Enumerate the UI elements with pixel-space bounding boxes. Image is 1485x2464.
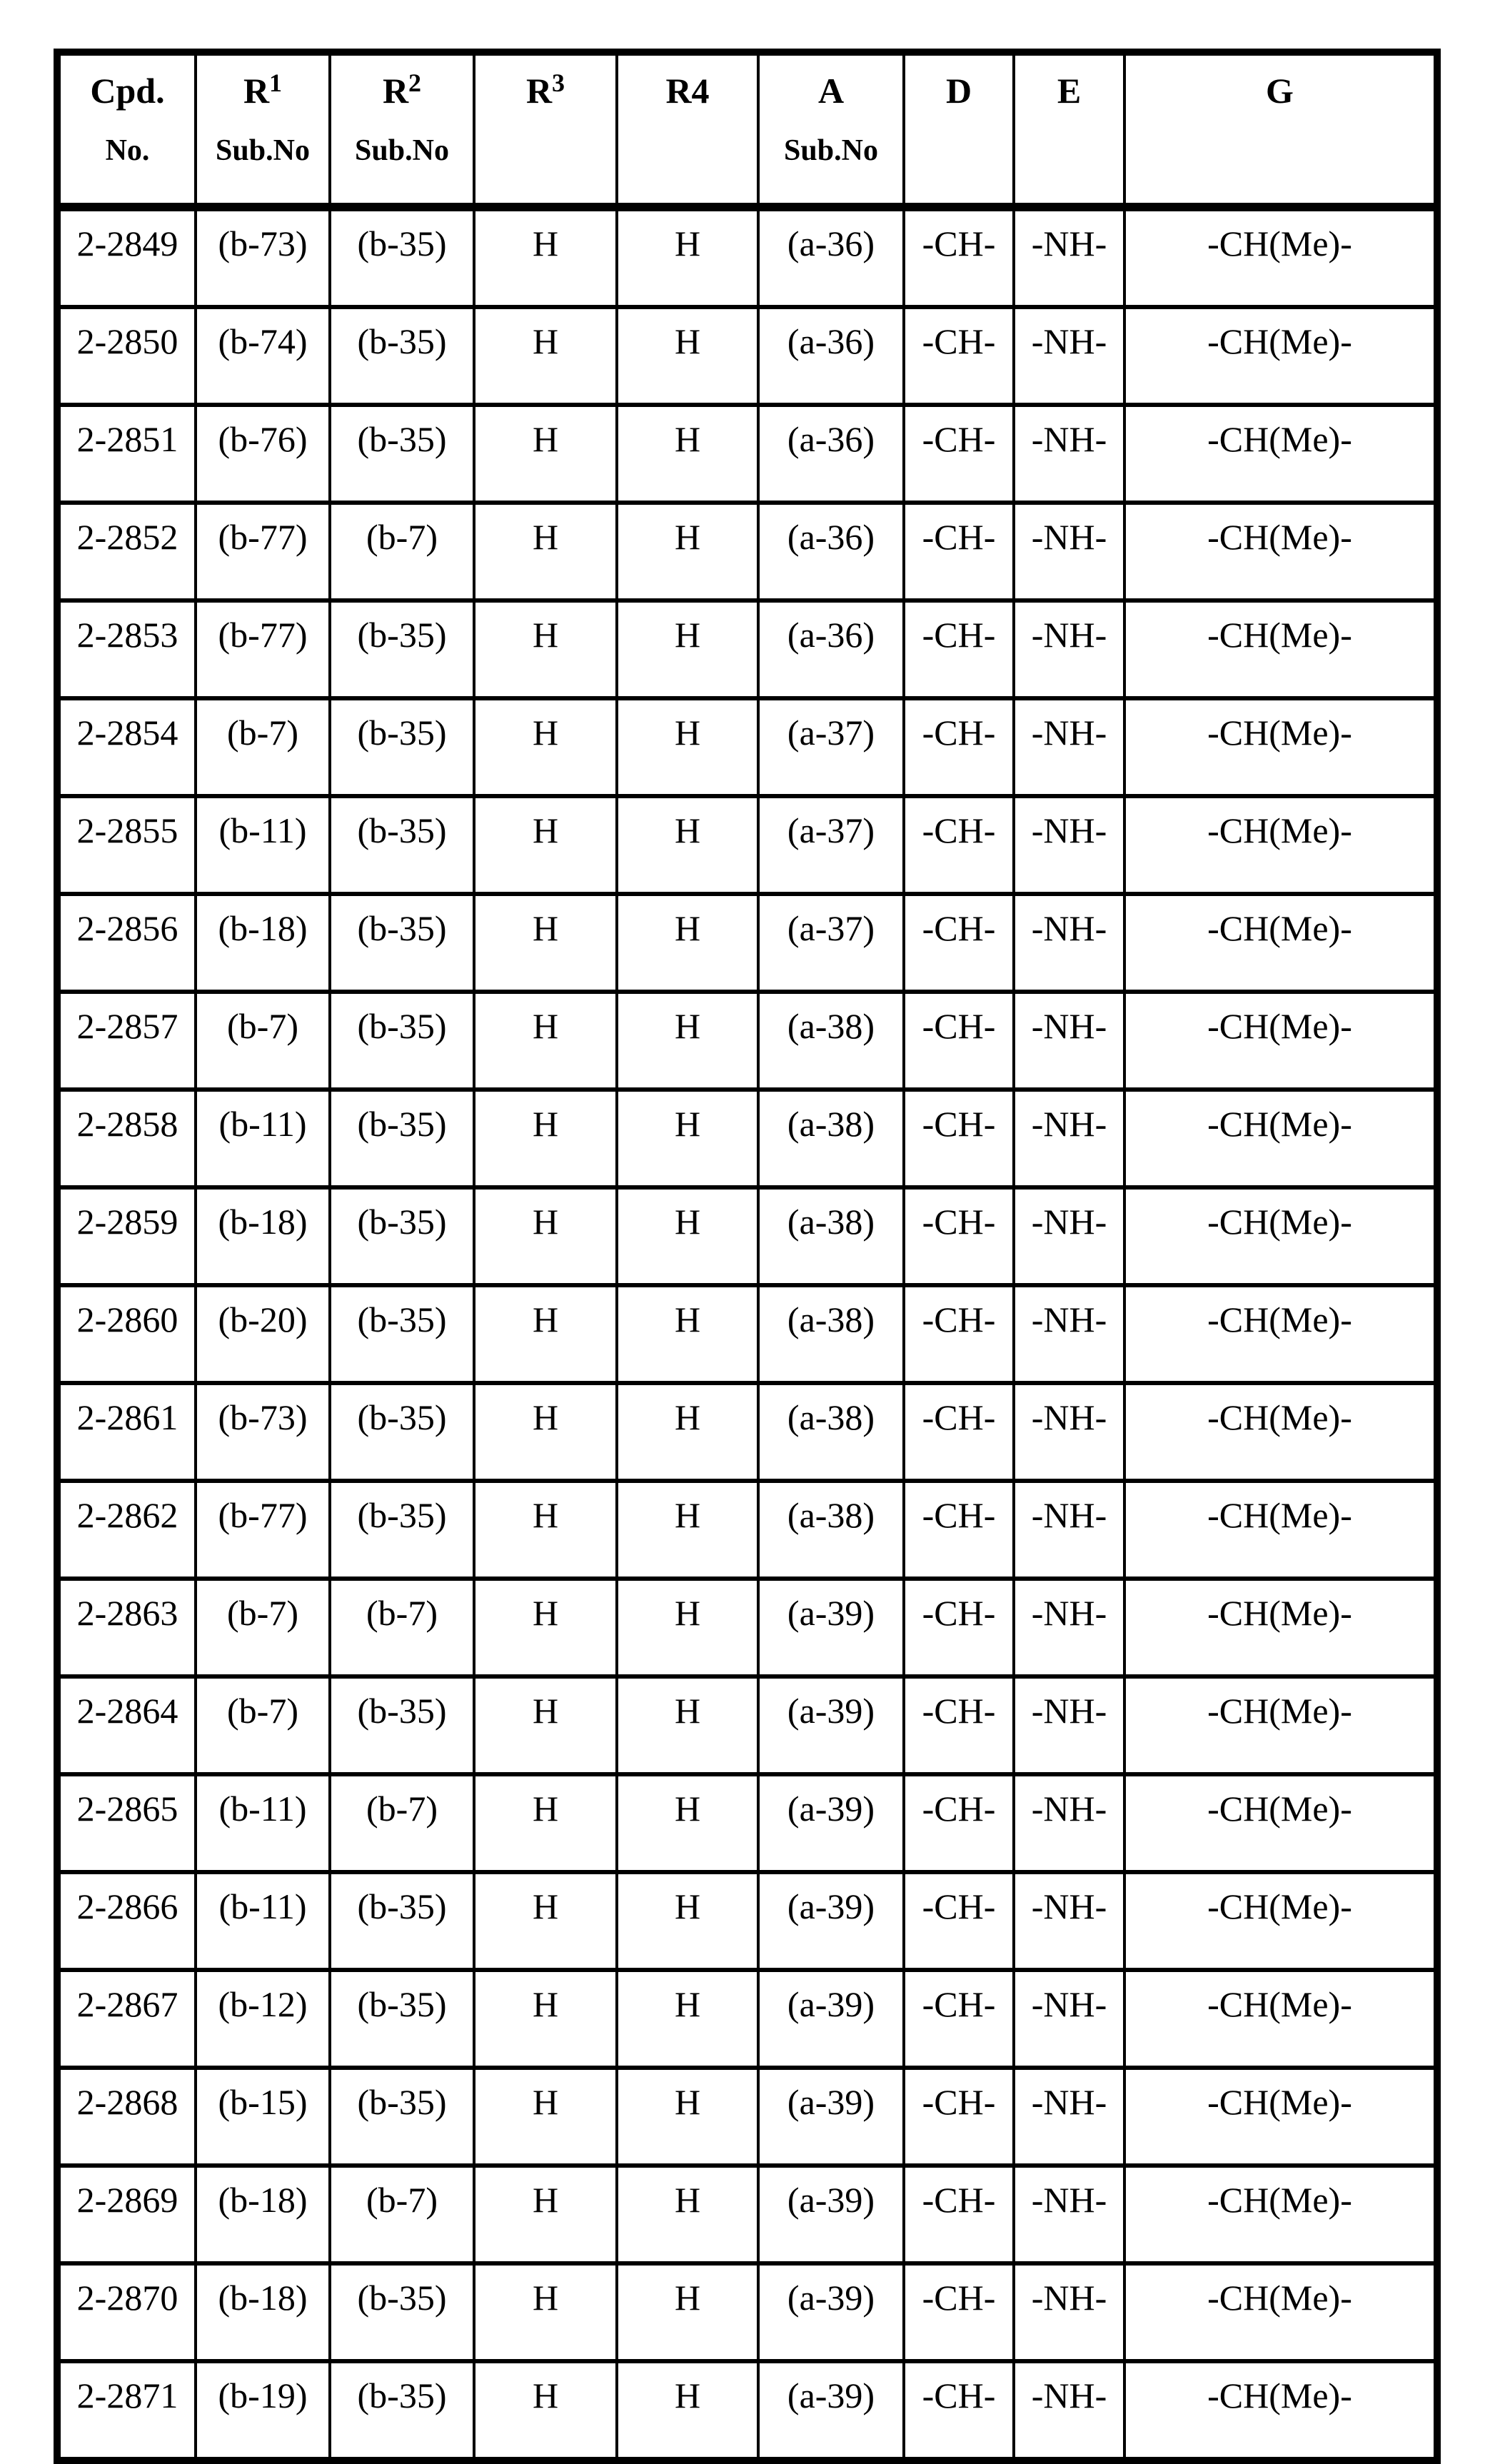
cell-r4: H: [617, 207, 758, 307]
table-row: [57, 1285, 1437, 1383]
cell-r4: H: [617, 1090, 758, 1187]
table-row: [57, 1872, 1437, 1970]
cell-e: -NH-: [1014, 2263, 1124, 2361]
cell-d: -CH-: [904, 796, 1014, 894]
cell-e: -NH-: [1014, 1872, 1124, 1970]
header-label-superscript: 2: [408, 68, 422, 97]
cell-a-sub: (a-39): [758, 2068, 904, 2166]
cell-r3: H: [474, 2068, 617, 2166]
cell-a-sub: (a-36): [758, 503, 904, 600]
cell-d: -CH-: [904, 2263, 1014, 2361]
cell-r4: H: [617, 1579, 758, 1676]
cell-r2-sub: (b-7): [330, 503, 474, 600]
cell-r1-sub: (b-20): [196, 1285, 330, 1383]
cell-a-sub: (a-38): [758, 992, 904, 1090]
cell-r3: H: [474, 992, 617, 1090]
cell-r4: H: [617, 1676, 758, 1774]
cell-r4: H: [617, 1872, 758, 1970]
cell-r4: H: [617, 2166, 758, 2263]
cell-a-sub: (a-39): [758, 1579, 904, 1676]
cell-g: -CH(Me)-: [1124, 600, 1437, 698]
cell-g: -CH(Me)-: [1124, 894, 1437, 992]
cell-r1-sub: (b-11): [196, 1872, 330, 1970]
table-row: [57, 1383, 1437, 1481]
cell-r4: H: [617, 600, 758, 698]
cell-d: -CH-: [904, 2068, 1014, 2166]
cell-cpd-no: 2-2868: [57, 2068, 196, 2166]
table-row: [57, 503, 1437, 600]
cell-g: -CH(Me)-: [1124, 1872, 1437, 1970]
cell-r1-sub: (b-12): [196, 1970, 330, 2068]
cell-d: -CH-: [904, 2166, 1014, 2263]
cell-r3: H: [474, 503, 617, 600]
cell-r3: H: [474, 1383, 617, 1481]
cell-e: -NH-: [1014, 207, 1124, 307]
cell-r4: H: [617, 503, 758, 600]
header-a: [758, 52, 904, 207]
cell-d: -CH-: [904, 992, 1014, 1090]
cell-r4: H: [617, 1187, 758, 1285]
cell-r3: H: [474, 1579, 617, 1676]
cell-r3: H: [474, 1872, 617, 1970]
cell-g: -CH(Me)-: [1124, 1970, 1437, 2068]
cell-r3: H: [474, 405, 617, 503]
cell-r1-sub: (b-18): [196, 1187, 330, 1285]
cell-e: -NH-: [1014, 1579, 1124, 1676]
cell-d: -CH-: [904, 894, 1014, 992]
header-stack: [478, 68, 613, 136]
cell-g: -CH(Me)-: [1124, 207, 1437, 307]
cell-cpd-no: 2-2858: [57, 1090, 196, 1187]
cell-g: -CH(Me)-: [1124, 2361, 1437, 2460]
header-r4: [617, 52, 758, 207]
cell-d: -CH-: [904, 1872, 1014, 1970]
cell-r2-sub: (b-35): [330, 796, 474, 894]
header-sublabel: No.: [105, 134, 150, 167]
header-label: [525, 68, 565, 111]
cell-r1-sub: (b-19): [196, 2361, 330, 2460]
header-stack: [1018, 73, 1120, 136]
cell-g: -CH(Me)-: [1124, 2068, 1437, 2166]
cell-cpd-no: 2-2854: [57, 698, 196, 796]
header-label: [382, 68, 422, 111]
header-label: [90, 73, 164, 109]
cell-d: -CH-: [904, 307, 1014, 405]
header-stack: [908, 73, 1010, 136]
cell-e: -NH-: [1014, 405, 1124, 503]
cell-r4: H: [617, 307, 758, 405]
header-label: [243, 68, 283, 111]
cell-r4: H: [617, 1481, 758, 1579]
header-label-base: R: [382, 71, 409, 111]
cell-d: -CH-: [904, 1774, 1014, 1872]
cell-d: -CH-: [904, 1676, 1014, 1774]
cell-r3: H: [474, 1481, 617, 1579]
cell-cpd-no: 2-2860: [57, 1285, 196, 1383]
cell-r2-sub: (b-35): [330, 698, 474, 796]
cell-g: -CH(Me)-: [1124, 2263, 1437, 2361]
cell-r3: H: [474, 698, 617, 796]
cell-g: -CH(Me)-: [1124, 503, 1437, 600]
cell-a-sub: (a-36): [758, 600, 904, 698]
cell-g: -CH(Me)-: [1124, 698, 1437, 796]
header-label-base: D: [945, 71, 972, 111]
table-row: [57, 405, 1437, 503]
header-label-base: R: [525, 71, 553, 111]
cell-r2-sub: (b-35): [330, 405, 474, 503]
cell-r3: H: [474, 1774, 617, 1872]
cell-cpd-no: 2-2856: [57, 894, 196, 992]
cell-r1-sub: (b-18): [196, 2166, 330, 2263]
cell-e: -NH-: [1014, 698, 1124, 796]
cell-a-sub: (a-38): [758, 1481, 904, 1579]
cell-d: -CH-: [904, 1579, 1014, 1676]
header-label-base: E: [1057, 71, 1082, 111]
cell-g: -CH(Me)-: [1124, 992, 1437, 1090]
cell-d: -CH-: [904, 2361, 1014, 2460]
cell-r3: H: [474, 2166, 617, 2263]
cell-a-sub: (a-37): [758, 698, 904, 796]
cell-r2-sub: (b-35): [330, 1676, 474, 1774]
cell-cpd-no: 2-2849: [57, 207, 196, 307]
cell-e: -NH-: [1014, 796, 1124, 894]
cell-r4: H: [617, 2361, 758, 2460]
cell-r4: H: [617, 698, 758, 796]
header-label: [946, 73, 972, 109]
cell-r3: H: [474, 1285, 617, 1383]
cell-r2-sub: (b-7): [330, 1579, 474, 1676]
cell-r4: H: [617, 1285, 758, 1383]
cell-r1-sub: (b-15): [196, 2068, 330, 2166]
cell-a-sub: (a-36): [758, 307, 904, 405]
cell-cpd-no: 2-2865: [57, 1774, 196, 1872]
compound-table-header: [57, 52, 1437, 207]
cell-e: -NH-: [1014, 1676, 1124, 1774]
cell-cpd-no: 2-2863: [57, 1579, 196, 1676]
header-label-base: A: [817, 71, 845, 111]
cell-g: -CH(Me)-: [1124, 1774, 1437, 1872]
compound-table: [54, 49, 1441, 2464]
cell-r2-sub: (b-35): [330, 2361, 474, 2460]
cell-r2-sub: (b-35): [330, 207, 474, 307]
cell-r3: H: [474, 1187, 617, 1285]
cell-r4: H: [617, 894, 758, 992]
cell-r3: H: [474, 796, 617, 894]
cell-g: -CH(Me)-: [1124, 1481, 1437, 1579]
cell-r2-sub: (b-35): [330, 1285, 474, 1383]
cell-r2-sub: (b-35): [330, 1090, 474, 1187]
cell-cpd-no: 2-2853: [57, 600, 196, 698]
cell-r2-sub: (b-35): [330, 1970, 474, 2068]
cell-r4: H: [617, 796, 758, 894]
cell-r1-sub: (b-73): [196, 207, 330, 307]
cell-e: -NH-: [1014, 2361, 1124, 2460]
cell-g: -CH(Me)-: [1124, 307, 1437, 405]
cell-r2-sub: (b-35): [330, 307, 474, 405]
header-r2: [330, 52, 474, 207]
header-label-base: R4: [665, 71, 710, 111]
cell-cpd-no: 2-2862: [57, 1481, 196, 1579]
table-row: [57, 2263, 1437, 2361]
cell-a-sub: (a-38): [758, 1187, 904, 1285]
cell-g: -CH(Me)-: [1124, 1383, 1437, 1481]
cell-a-sub: (a-36): [758, 405, 904, 503]
table-row: [57, 207, 1437, 307]
cell-d: -CH-: [904, 1090, 1014, 1187]
table-row: [57, 2068, 1437, 2166]
cell-d: -CH-: [904, 1970, 1014, 2068]
cell-e: -NH-: [1014, 1774, 1124, 1872]
header-e: [1014, 52, 1124, 207]
table-row: [57, 894, 1437, 992]
header-label: [1266, 73, 1294, 109]
cell-cpd-no: 2-2850: [57, 307, 196, 405]
cell-r4: H: [617, 2068, 758, 2166]
table-row: [57, 307, 1437, 405]
cell-r1-sub: (b-77): [196, 1481, 330, 1579]
cell-r1-sub: (b-11): [196, 796, 330, 894]
cell-g: -CH(Me)-: [1124, 405, 1437, 503]
table-row: [57, 2361, 1437, 2460]
cell-r1-sub: (b-18): [196, 894, 330, 992]
cell-e: -NH-: [1014, 1090, 1124, 1187]
cell-r1-sub: (b-7): [196, 698, 330, 796]
cell-d: -CH-: [904, 600, 1014, 698]
cell-cpd-no: 2-2859: [57, 1187, 196, 1285]
cell-r4: H: [617, 992, 758, 1090]
cell-r1-sub: (b-7): [196, 1676, 330, 1774]
header-stack: [1129, 73, 1431, 136]
cell-e: -NH-: [1014, 1383, 1124, 1481]
cell-a-sub: (a-37): [758, 796, 904, 894]
table-row: [57, 1481, 1437, 1579]
cell-e: -NH-: [1014, 1481, 1124, 1579]
table-row: [57, 1187, 1437, 1285]
cell-g: -CH(Me)-: [1124, 1090, 1437, 1187]
cell-g: -CH(Me)-: [1124, 1579, 1437, 1676]
cell-d: -CH-: [904, 1187, 1014, 1285]
cell-e: -NH-: [1014, 2068, 1124, 2166]
table-row: [57, 796, 1437, 894]
cell-cpd-no: 2-2866: [57, 1872, 196, 1970]
table-row: [57, 698, 1437, 796]
compound-table-body: [57, 207, 1437, 2460]
header-stack: [200, 68, 326, 167]
cell-r2-sub: (b-7): [330, 2166, 474, 2263]
cell-a-sub: (a-38): [758, 1090, 904, 1187]
table-row: [57, 1676, 1437, 1774]
table-row: [57, 600, 1437, 698]
cell-a-sub: (a-38): [758, 1383, 904, 1481]
header-r1: [196, 52, 330, 207]
header-label-base: G: [1266, 71, 1294, 111]
cell-d: -CH-: [904, 405, 1014, 503]
table-row: [57, 2166, 1437, 2263]
cell-r2-sub: (b-35): [330, 1481, 474, 1579]
cell-e: -NH-: [1014, 992, 1124, 1090]
header-label-base: R: [243, 71, 270, 111]
cell-r2-sub: (b-35): [330, 992, 474, 1090]
header-g: [1124, 52, 1437, 207]
cell-r2-sub: (b-35): [330, 600, 474, 698]
cell-e: -NH-: [1014, 600, 1124, 698]
cell-cpd-no: 2-2867: [57, 1970, 196, 2068]
header-d: [904, 52, 1014, 207]
cell-g: -CH(Me)-: [1124, 1676, 1437, 1774]
cell-e: -NH-: [1014, 1970, 1124, 2068]
cell-r3: H: [474, 2361, 617, 2460]
cell-a-sub: (a-39): [758, 2361, 904, 2460]
cell-r3: H: [474, 1090, 617, 1187]
cell-d: -CH-: [904, 207, 1014, 307]
cell-a-sub: (a-37): [758, 894, 904, 992]
cell-cpd-no: 2-2855: [57, 796, 196, 894]
table-row: [57, 1970, 1437, 2068]
cell-r3: H: [474, 307, 617, 405]
cell-r2-sub: (b-7): [330, 1774, 474, 1872]
cell-e: -NH-: [1014, 307, 1124, 405]
header-stack: [64, 73, 191, 166]
header-label-base: Cpd.: [90, 71, 165, 111]
cell-r4: H: [617, 405, 758, 503]
cell-r2-sub: (b-35): [330, 1872, 474, 1970]
cell-g: -CH(Me)-: [1124, 796, 1437, 894]
cell-d: -CH-: [904, 1481, 1014, 1579]
cell-a-sub: (a-39): [758, 1676, 904, 1774]
header-stack: [334, 68, 470, 167]
cell-r1-sub: (b-77): [196, 503, 330, 600]
cell-a-sub: (a-36): [758, 207, 904, 307]
cell-r1-sub: (b-76): [196, 405, 330, 503]
cell-r4: H: [617, 2263, 758, 2361]
cell-r1-sub: (b-73): [196, 1383, 330, 1481]
cell-r3: H: [474, 207, 617, 307]
cell-cpd-no: 2-2852: [57, 503, 196, 600]
cell-r1-sub: (b-18): [196, 2263, 330, 2361]
cell-cpd-no: 2-2864: [57, 1676, 196, 1774]
cell-a-sub: (a-38): [758, 1285, 904, 1383]
cell-r2-sub: (b-35): [330, 1187, 474, 1285]
cell-cpd-no: 2-2870: [57, 2263, 196, 2361]
cell-g: -CH(Me)-: [1124, 1285, 1437, 1383]
cell-r3: H: [474, 1970, 617, 2068]
cell-cpd-no: 2-2861: [57, 1383, 196, 1481]
cell-r1-sub: (b-77): [196, 600, 330, 698]
header-label-superscript: 1: [269, 68, 283, 97]
cell-r3: H: [474, 1676, 617, 1774]
cell-r3: H: [474, 2263, 617, 2361]
header-label: [818, 73, 844, 109]
cell-a-sub: (a-39): [758, 1774, 904, 1872]
cell-cpd-no: 2-2857: [57, 992, 196, 1090]
cell-r1-sub: (b-7): [196, 1579, 330, 1676]
header-stack: [762, 73, 900, 166]
cell-d: -CH-: [904, 1383, 1014, 1481]
cell-a-sub: (a-39): [758, 1872, 904, 1970]
cell-a-sub: (a-39): [758, 1970, 904, 2068]
cell-e: -NH-: [1014, 503, 1124, 600]
header-row: [57, 52, 1437, 207]
cell-r1-sub: (b-11): [196, 1774, 330, 1872]
cell-e: -NH-: [1014, 894, 1124, 992]
cell-r2-sub: (b-35): [330, 1383, 474, 1481]
cell-cpd-no: 2-2869: [57, 2166, 196, 2263]
cell-a-sub: (a-39): [758, 2263, 904, 2361]
cell-r4: H: [617, 1383, 758, 1481]
header-r3: [474, 52, 617, 207]
header-label: [665, 73, 709, 109]
table-row: [57, 1579, 1437, 1676]
cell-cpd-no: 2-2871: [57, 2361, 196, 2460]
cell-e: -NH-: [1014, 1285, 1124, 1383]
header-cpd-no: [57, 52, 196, 207]
cell-r1-sub: (b-74): [196, 307, 330, 405]
header-sublabel: Sub.No: [216, 134, 310, 167]
cell-r1-sub: (b-7): [196, 992, 330, 1090]
header-label: [1057, 73, 1081, 109]
header-stack: [621, 73, 754, 136]
cell-g: -CH(Me)-: [1124, 1187, 1437, 1285]
cell-r2-sub: (b-35): [330, 2263, 474, 2361]
cell-d: -CH-: [904, 503, 1014, 600]
cell-d: -CH-: [904, 1285, 1014, 1383]
table-row: [57, 1090, 1437, 1187]
cell-e: -NH-: [1014, 1187, 1124, 1285]
header-sublabel: Sub.No: [355, 134, 449, 167]
table-row: [57, 1774, 1437, 1872]
cell-r4: H: [617, 1774, 758, 1872]
cell-d: -CH-: [904, 698, 1014, 796]
cell-a-sub: (a-39): [758, 2166, 904, 2263]
header-sublabel: Sub.No: [784, 134, 878, 167]
cell-r1-sub: (b-11): [196, 1090, 330, 1187]
cell-r3: H: [474, 600, 617, 698]
cell-r2-sub: (b-35): [330, 894, 474, 992]
cell-g: -CH(Me)-: [1124, 2166, 1437, 2263]
cell-cpd-no: 2-2851: [57, 405, 196, 503]
cell-r3: H: [474, 894, 617, 992]
table-row: [57, 992, 1437, 1090]
cell-r2-sub: (b-35): [330, 2068, 474, 2166]
header-label-superscript: 3: [552, 68, 565, 97]
cell-r4: H: [617, 1970, 758, 2068]
cell-e: -NH-: [1014, 2166, 1124, 2263]
